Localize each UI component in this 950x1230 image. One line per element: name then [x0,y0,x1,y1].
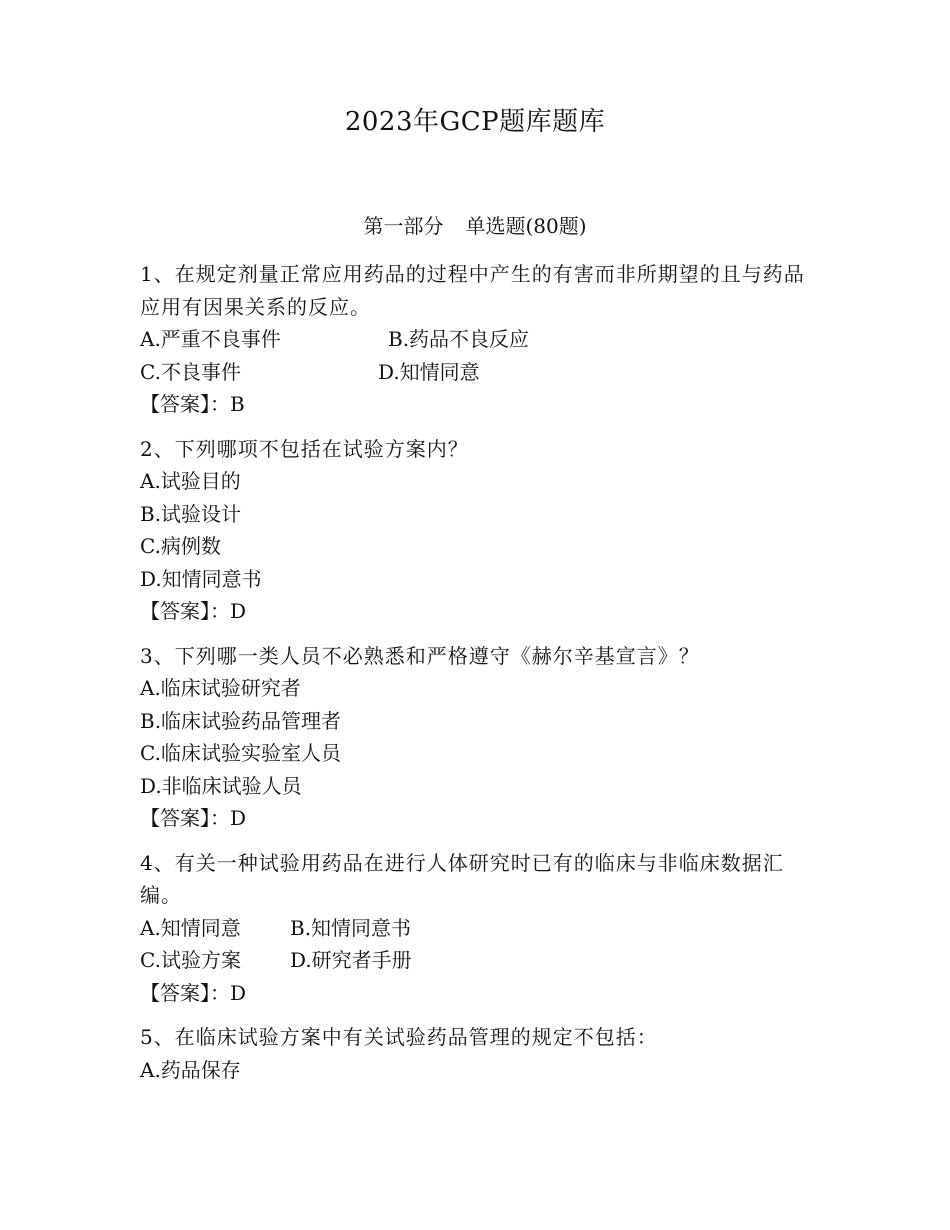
option-row [140,912,820,945]
option-d: D.非临床试验人员 [140,773,302,798]
option-d: D.知情同意书 [140,566,262,591]
question-5 [140,1021,820,1086]
option-b: B.药品不良反应 [388,327,530,351]
answer-line: 【答案】：D [140,599,247,623]
answer-line: 【答案】：D [140,980,247,1005]
option-b: B.知情同意书 [290,915,412,940]
option-a: A.药品保存 [140,1057,241,1082]
question-2 [140,433,820,628]
option-a: A.知情同意 [140,915,241,940]
section-part: 第一部分 [363,214,444,238]
question-stem: 1、在规定剂量正常应用药品的过程中产生的有害而非所期望的且与药品应用有因果关系的反应。 [140,262,805,319]
option-b: B.试验设计 [140,501,242,526]
option-c: C.病例数 [140,534,221,558]
answer-line: 【答案】：B [140,392,245,416]
question-stem: 5、在临床试验方案中有关试验药品管理的规定不包括： [140,1025,658,1049]
option-a: A.试验目的 [140,469,241,493]
question-stem: 2、下列哪项不包括在试验方案内？ [140,436,469,461]
option-row [140,323,820,356]
question-stem: 4、有关一种试验用药品在进行人体研究时已有的临床与非临床数据汇编。 [140,850,784,907]
option-a: A.严重不良事件 [140,327,281,351]
option-c: C.试验方案 [140,948,241,972]
document-title: 2023年GCP题库题库 [344,107,606,137]
option-d: D.研究者手册 [290,948,412,972]
option-c: C.临床试验实验室人员 [140,741,341,765]
section-heading [0,210,950,242]
question-3 [140,640,820,835]
option-c: C.不良事件 [140,359,241,384]
option-row [140,356,820,389]
question-list [140,258,820,1098]
answer-line: 【答案】：D [140,806,247,830]
question-stem: 3、下列哪一类人员不必熟悉和严格遵守《赫尔辛基宣言》？ [140,643,700,668]
question-4 [140,847,820,1010]
option-d: D.知情同意 [378,359,480,384]
option-a: A.临床试验研究者 [140,676,301,700]
option-row [140,944,820,977]
question-1 [140,258,820,421]
option-b: B.临床试验药品管理者 [140,708,342,733]
section-name: 单选题(80题) [465,214,587,238]
